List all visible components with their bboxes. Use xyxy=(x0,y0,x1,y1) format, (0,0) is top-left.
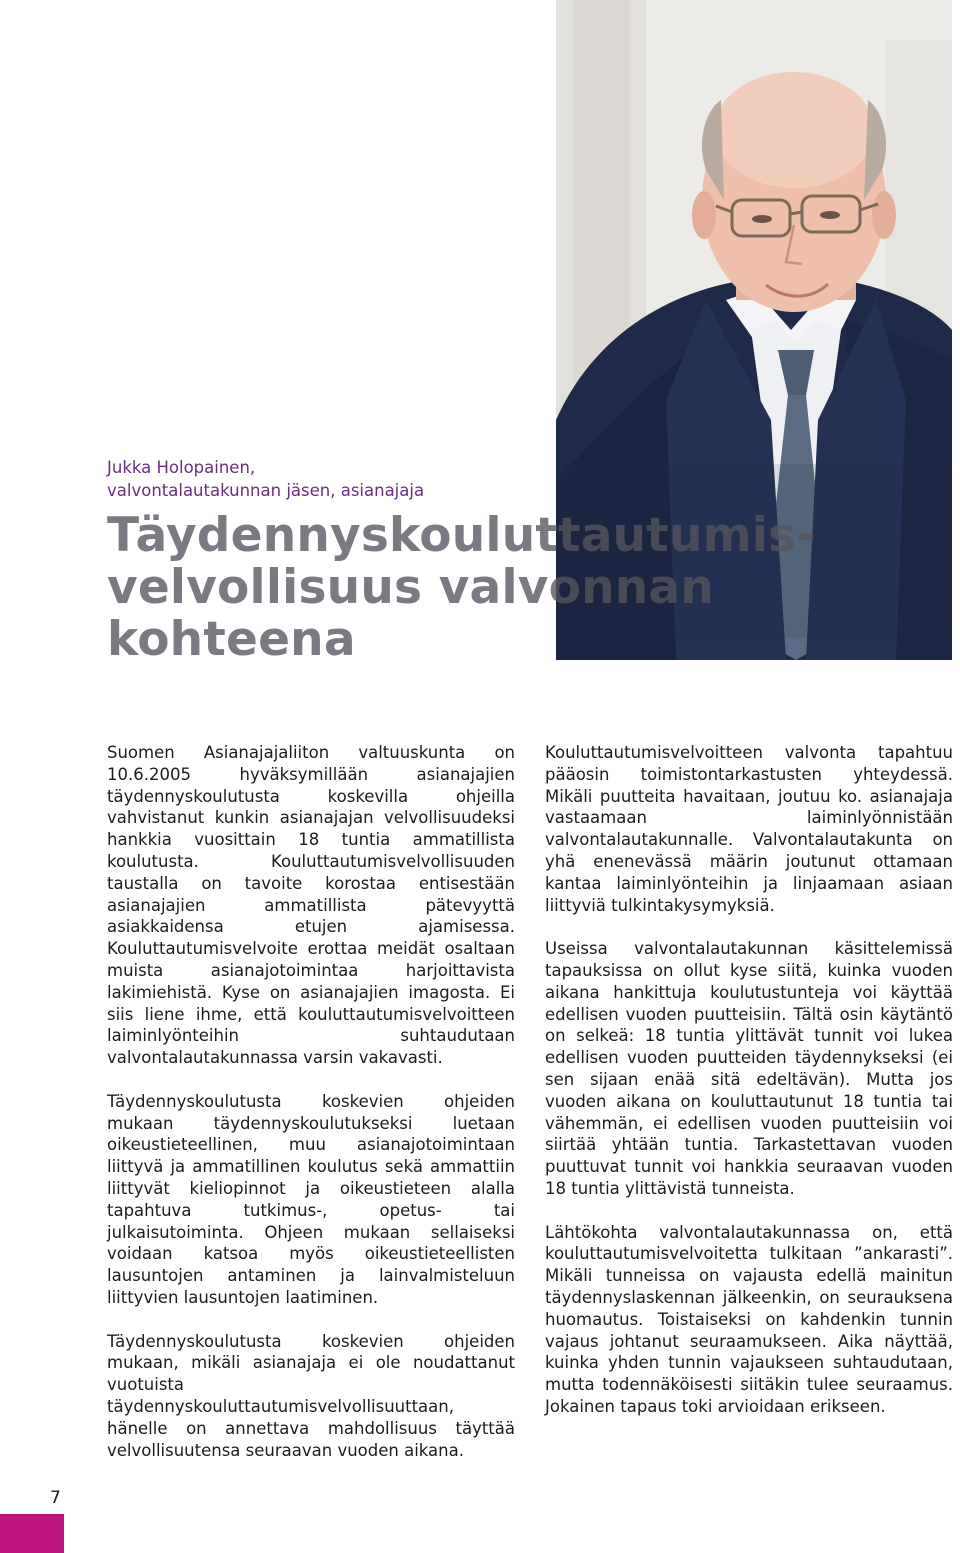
title-line: Täydennyskouluttautumis- xyxy=(107,508,816,563)
paragraph: Täydennyskoulutusta koskevien ohjeiden mukaan täydennyskoulutukseksi luetaan oikeustieteellinen, muu asianajotoimintaan liittyvä ja ammatillinen koulutus sekä ammattiin liittyvät kieliopinnot ja oikeustieteen alalla tapahtuva tutkimus-, opetus- tai julkaisutoiminta. Ohjeen mukaan sellaiseksi voidaan katsoa myös oikeustieteellisten lausuntojen antaminen ja lainvalmisteluun liittyvien lausuntojen laatiminen. xyxy=(107,1091,515,1307)
right-column xyxy=(545,742,953,1440)
paragraph: Lähtökohta valvontalautakunnassa on, että kouluttautumisvelvoitetta tulkitaan ”ankarasti”. Mikäli tunneissa on vajausta edellä mainitun täydennyslaskennan jälkeenkin, on seurauksena huomautus. Toistaiseksi on kahdenkin tunnin vajaus johtanut seuraamukseen. Aika näyttää, kuinka yhden tunnin vajaukseen suhtaudutaan, mutta todennäköisesti siitäkin tulee seuraamus. Jokainen tapaus toki arvioidaan erikseen. xyxy=(545,1222,953,1416)
page-number: 7 xyxy=(50,1488,61,1508)
author-name: Jukka Holopainen, xyxy=(107,458,256,477)
paragraph: Kouluttautumisvelvoitteen valvonta tapahtuu pääosin toimistontarkastusten yhteydessä. Mikäli puutteita havaitaan, joutuu ko. asianajaja vastaamaan laiminlyönnistään valvontalautakunnalle. Valvontalautakunta on yhä enenevässä määrin joutunut ottamaan kantaa laiminlyönteihin ja linjaamaan asiaan liittyviä tulkintakysymyksiä. xyxy=(545,743,953,915)
page-color-bar xyxy=(0,1514,64,1553)
paragraph: Useissa valvontalautakunnan käsittelemissä tapauksissa on ollut kyse siitä, kuinka vuoden aikana hankittuja koulutustunteja voi käyttää edellisen vuoden puutteisiin. Tältä osin käytäntö on selkeä: 18 tuntia ylittävät tunnit voi lukea edellisen vuoden puutteiden täydennykseksi (ei sen sijaan enää sitä edeltävän). Mutta jos vuoden aikana on kouluttautunut 18 tuntia tai vähemmän, ei edellisen vuoden puutteisiin voi siirtää yhtään tuntia. Tarkastettavan vuoden puuttuvat tunnit voi hankkia seuraavan vuoden 18 tuntia ylittävistä tunneista. xyxy=(545,939,953,1198)
paragraph: Suomen Asianajajaliiton valtuuskunta on 10.6.2005 hyväksymillään asianajajien täydennyskoulutusta koskevilla ohjeilla vahvistanut kunkin asianajajan velvollisuudeksi hankkia vuosittain 18 tuntia ammatillista koulutusta. Kouluttautumisvelvollisuuden taustalla on tavoite korostaa entisestään asianajajien ammatillista pätevyyttä asiakkaidensa etujen ajamisessa. Kouluttautumisvelvoite erottaa meidät osaltaan muista asianajotoimintaa harjoittavista lakimiehistä. Kyse on asianajajien imagosta. Ei siis liene ihme, että kouluttautumisvelvoitteen laiminlyönteihin suhtaudutaan valvontalautakunnassa varsin vakavasti. xyxy=(107,743,515,1068)
author-role: valvontalautakunnan jäsen, asianajaja xyxy=(107,481,425,500)
title-line: kohteena xyxy=(107,612,356,667)
article-title xyxy=(107,510,867,666)
author-byline xyxy=(107,456,547,502)
left-column xyxy=(107,742,515,1483)
paragraph: Täydennyskoulutusta koskevien ohjeiden mukaan, mikäli asianajaja ei ole noudattanut vuotuista täydennyskouluttautumisvelvollisuuttaan, hänelle on annettava mahdollisuus täyttää velvollisuutensa seuraavan vuoden aikana. xyxy=(107,1331,515,1460)
title-line: velvollisuus valvonnan xyxy=(107,560,715,615)
